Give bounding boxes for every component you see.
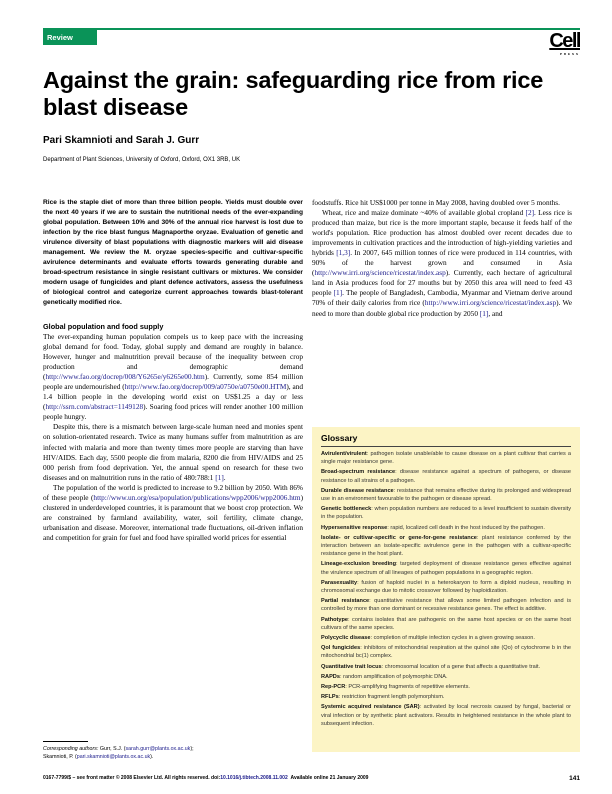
doi-link[interactable]: 10.1016/j.tibtech.2008.11.002 <box>220 775 288 781</box>
citation-link[interactable]: [1] <box>215 472 224 482</box>
text-run: Despite this, there is a mismatch between large-scale human need and monies spent on solution-orientated research. Twice as many humans suffer from malnutrition as are infected with malaria and more than twenty times more people are starving than have HIV/AIDS. Each day, 5500 people die from malaria, 8200 die from HIV/AIDS and 25 000 perish from food deprivation. Yet, the annual spend on research for these two diseases and on malnutrition runs in the ratio of 480:788:1 <box>43 422 303 482</box>
glossary-definition: contains isolates that are pathogenic on the same host species or on the same host cultivars of the same species. <box>321 616 571 631</box>
abstract: Rice is the staple diet of more than three billion people. Yields must double over the next 40 years if we are to sustain the nutritional needs of the ever-expanding global population. Between 10% and 30% of the annual rice harvest is lost due to infection by the rice blast fungus Magnaporthe oryzae. Evaluation of genetic and virulence diversity of blast populations with diagnostic markers will aid disease management. We review the M. oryzae species-specific and cultivar-specific avirulence determinants and evaluate efforts towards generating durable and broad-spectrum resistance in single resistant cultivars or mixtures. We consider modern usage of fungicides and plant defence activators, assess the usefulness of biological control and categorize current approaches towards blast-tolerant genetically modified rice. <box>43 199 303 306</box>
glossary-definition: chromosomal location of a gene that affects a quantitative trait. <box>384 663 541 670</box>
glossary-title: Glossary <box>321 432 571 447</box>
left-column <box>43 198 303 543</box>
body-paragraph <box>312 208 572 319</box>
hyperlink[interactable]: http://www.fao.org/docrep/009/a0750e/a0750e00.HTM <box>124 382 287 392</box>
glossary-item: Lineage-exclusion breeding: targeted deployment of disease resistance genes effective against the virulence spectrum of all lineages of pathogen populations in a geographic region. <box>321 561 571 576</box>
header-accent-rule <box>43 28 580 30</box>
glossary-term: Pathotype <box>321 616 349 623</box>
glossary-definition: targeted deployment of disease resistance genes effective against the virulence spectrum of all lineages of pathogen populations in a geographic region. <box>321 561 571 576</box>
text-run: ). Soaring food prices will render another 100 million people hungry. <box>43 402 303 422</box>
glossary-item: Polycyclic disease: completion of multiple infection cycles in a given growing season. <box>321 635 535 642</box>
glossary-definition: PCR-amplifying fragments of repetitive elements. <box>348 684 470 691</box>
hyperlink[interactable]: http://www.un.org/esa/population/publications/wpp2006/wpp2006.htm <box>93 492 301 502</box>
glossary-item: Partial resistance: quantitative resistance that allows some limited pathogen infection and is controlled by more than one dominant or recessive resistance genes. The effect is additive. <box>321 598 571 613</box>
citation-link[interactable]: [2] <box>525 208 535 218</box>
text-run: . In 2007, 645 million tonnes of rice were produced in 114 countries, with 90% of the harvest grown and consumed in Asia ( <box>312 248 572 278</box>
glossary-definition: pathogen isolate unable/able to cause disease on a plant cultivar that carries a single major resistance gene. <box>321 451 572 466</box>
corresponding-authors-footnote: Corresponding authors: Gurr, S.J. (sarah.gurr@plants.ox.ac.uk); Skamnioti, P. (pari.skamnioti@plants.ox.ac.uk). <box>43 746 194 760</box>
availability-date: Available online 21 January 2009 <box>290 775 369 781</box>
hyperlink[interactable]: http://www.fao.org/docrep/008/Y6265e/y6265e00.htm <box>45 372 205 382</box>
glossary-definition: resistance that remains effective during its prolonged and widespread use in an environment favourable to the pathogen or disease spread. <box>321 487 571 503</box>
glossary-term: Avirulent/virulent <box>321 451 367 457</box>
text-run: ). We need to more than double global rice production by 2050 <box>312 298 572 318</box>
author-affiliation: Department of Plant Sciences, University of Oxford, Oxford, OX1 3RB, UK <box>43 157 241 163</box>
glossary-item: Isolate- or cultivar-specific or gene-for-gene resistance: plant resistance conferred by the interaction between an isolate-specific avirulence gene in the pathogen with a cultivar-specific resistance gene in the host plant. <box>321 534 572 558</box>
glossary-item: Pathotype: contains isolates that are pathogenic on the same host species or on the same host cultivars of the same species. <box>321 616 571 631</box>
glossary-term: Durable disease resistance <box>321 487 394 494</box>
glossary-definition: fusion of haploid nuclei in a heterokaryon to form a diploid nucleus, resulting in chromosomal exchange due to mitotic crossover followed by haploidization. <box>321 579 571 595</box>
journal-logo[interactable] <box>544 31 580 57</box>
article-authors: Pari Skamnioti and Sarah J. Gurr <box>43 135 200 146</box>
section-label: Review <box>43 30 97 45</box>
email-link[interactable]: sarah.gurr@plants.ox.ac.uk <box>125 746 191 752</box>
section-heading: Global population and food supply <box>43 322 164 331</box>
glossary-term: Systemic acquired resistance (SAR) <box>321 704 420 711</box>
glossary-definition: restriction fragment length polymorphism. <box>341 694 445 701</box>
author-name: Skamnioti, P. <box>43 754 74 760</box>
body-paragraph <box>43 422 303 482</box>
glossary-definition: activated by local necrosis caused by fungal, bacterial or viral infection or by synthetic plant activators. Results in heightened resistance in the whole plant to subsequent infection. <box>321 704 571 727</box>
glossary-definition: inhibitors of mitochondrial respiration at the quinol site (Qo) of cytochrome b in the mitochondrial bc(1) complex. <box>321 645 571 660</box>
glossary-definition: quantitative resistance that allows some limited pathogen infection and is controlled by more than one dominant or recessive resistance genes. The effect is additive. <box>321 598 571 613</box>
body-paragraph: foodstuffs. Rice hit US$1000 per tonne in May 2008, having doubled over 5 months. <box>312 198 560 207</box>
glossary-definition: random amplification of polymorphic DNA. <box>343 673 448 680</box>
page-footer <box>43 775 580 781</box>
text-run: The ever-expanding human population compels us to keep pace with the increasing global demand for food. Today, global supply and demand are roughly in balance. However, hunger and malnutrition prevail because of the inequality between crop production and demographic demand ( <box>43 332 303 382</box>
body-paragraph <box>43 483 303 543</box>
hyperlink[interactable]: http://www.irri.org/science/ricestat/index.asp <box>424 298 557 308</box>
page-number: 141 <box>569 775 580 782</box>
body-paragraph <box>43 332 303 422</box>
glossary-item: Quantitative trait locus: chromosomal location of a gene that affects a quantitative trait. <box>321 663 541 670</box>
glossary-term: RFLPs <box>321 694 339 701</box>
glossary-term: Broad-spectrum resistance <box>321 469 396 476</box>
glossary-item: Durable disease resistance: resistance that remains effective during its prolonged and widespread use in an environment favourable to the pathogen or disease spread. <box>321 487 571 503</box>
glossary-item: Hypersensitive response: rapid, localized cell death in the host induced by the pathogen. <box>321 524 545 531</box>
glossary-term: Genetic bottleneck <box>321 506 372 513</box>
text-run: ), and 1.4 billion people in the developing world exist on US$1.25 a day or less ( <box>43 382 303 412</box>
text-run: ). Currently, some 854 million people are undernourished ( <box>43 372 303 392</box>
right-column <box>312 198 572 319</box>
article-title: Against the grain: safeguarding rice from rice blast disease <box>43 67 544 120</box>
text-run: ). Currently, each hectare of agricultural land in Asia produces food for 27 mouths but by 2050 this area will need to feed 43 people <box>312 268 572 298</box>
email-link[interactable]: pari.skamnioti@plants.ox.ac.uk <box>76 754 151 760</box>
glossary-definition: completion of multiple infection cycles in a given growing season. <box>373 635 535 642</box>
copyright-text: 0167-7799/$ – see front matter © 2008 Elsevier Ltd. All rights reserved. doi: <box>43 775 221 781</box>
glossary-item: RAPDs: random amplification of polymorphic DNA. <box>321 673 448 680</box>
hyperlink[interactable]: http://ssrn.com/abstract=1149128 <box>45 402 144 412</box>
footnote-label: Corresponding authors: <box>43 746 99 752</box>
glossary-definition: rapid, localized cell death in the host induced by the pathogen. <box>390 524 545 531</box>
glossary-term: Polycyclic disease <box>321 635 371 642</box>
text-run: . The people of Bangladesh, Cambodia, Myanmar and Vietnam derive around 70% of their daily calories from rice ( <box>312 288 572 308</box>
citation-link[interactable]: [1] <box>333 288 343 298</box>
glossary-box <box>312 427 580 752</box>
glossary-definition: disease resistance against a spectrum of pathogens, or disease resistance to all strains of a pathogen. <box>321 469 572 484</box>
glossary-term: Lineage-exclusion breeding <box>321 561 396 568</box>
glossary-item: Parasexuality: fusion of haploid nuclei in a heterokaryon to form a diploid nucleus, resulting in chromosomal exchange due to mitotic crossover followed by haploidization. <box>321 579 571 595</box>
text-run: . <box>223 472 226 482</box>
footnote-rule <box>43 741 88 742</box>
glossary-term: Partial resistance <box>321 598 370 605</box>
glossary-term: QoI fungicides <box>321 645 361 652</box>
journal-logo-subtext: PRESS <box>559 52 580 56</box>
glossary-term: Isolate- or cultivar-specific or gene-for-gene resistance <box>321 534 477 541</box>
text-run: The population of the world is predicted to increase to 9.2 billion by 2050. With 86% of these people ( <box>43 482 303 502</box>
text-run: , and <box>488 308 503 318</box>
glossary-item: Genetic bottleneck: when population numbers are reduced to a level insufficient to sustain diversity in the population. <box>321 506 572 521</box>
glossary-item: Broad-spectrum resistance: disease resistance against a spectrum of pathogens, or disease resistance to all strains of a pathogen. <box>321 469 572 484</box>
glossary-item: Avirulent/virulent: pathogen isolate unable/able to cause disease on a plant cultivar that carries a single major resistance gene. <box>321 451 572 466</box>
glossary-term: Hypersensitive response <box>321 524 388 531</box>
glossary-item: Systemic acquired resistance (SAR): activated by local necrosis caused by fungal, bacterial or viral infection or by synthetic plant activators. Results in heightened resistance in the whole plant to subsequent infection. <box>321 704 571 727</box>
citation-link[interactable]: [1,3] <box>336 248 351 258</box>
glossary-item: RFLPs: restriction fragment length polymorphism. <box>321 694 445 701</box>
glossary-item: Rep-PCR: PCR-amplifying fragments of repetitive elements. <box>321 684 470 691</box>
glossary-term: Rep-PCR <box>321 684 346 691</box>
glossary-term: Parasexuality <box>321 579 358 586</box>
glossary-definition: when population numbers are reduced to a level insufficient to sustain diversity in the population. <box>321 506 572 521</box>
hyperlink[interactable]: http://www.irri.org/science/ricestat/index.asp <box>314 268 446 278</box>
glossary-definition: plant resistance conferred by the interaction between an isolate-specific avirulence gene in the pathogen with a cultivar-specific resistance gene in the host plant. <box>321 534 572 558</box>
glossary-term: Quantitative trait locus <box>321 663 382 670</box>
text-run: Wheat, rice and maize dominate ~40% of available global cropland <box>322 208 526 218</box>
citation-link[interactable]: [1] <box>479 308 489 318</box>
text-run: ) clustered in underdeveloped countries, it is paramount that we boost crop protection. We are constrained by farmland availability, water, soil fertility, climate change, urbanisation and disease. Moreover, international trade fluctuations, oil-driven inflation and competition for grain for fuel and food have spiralled world prices for essential <box>43 492 303 542</box>
glossary-item: QoI fungicides: inhibitors of mitochondrial respiration at the quinol site (Qo) of cytochrome b in the mitochondrial bc(1) complex. <box>321 645 571 660</box>
glossary-term: RAPDs <box>321 673 340 680</box>
text-run: . Less rice is produced than maize, but rice is the more important staple, because it feeds half of the world's population. Rice production has almost doubled over recent decades due to improvements in cultivation practices and the introduction of high-yielding varieties and hybrids <box>312 208 572 258</box>
author-name: Gurr, S.J. <box>99 746 123 752</box>
journal-logo-text: Cell <box>549 30 580 52</box>
